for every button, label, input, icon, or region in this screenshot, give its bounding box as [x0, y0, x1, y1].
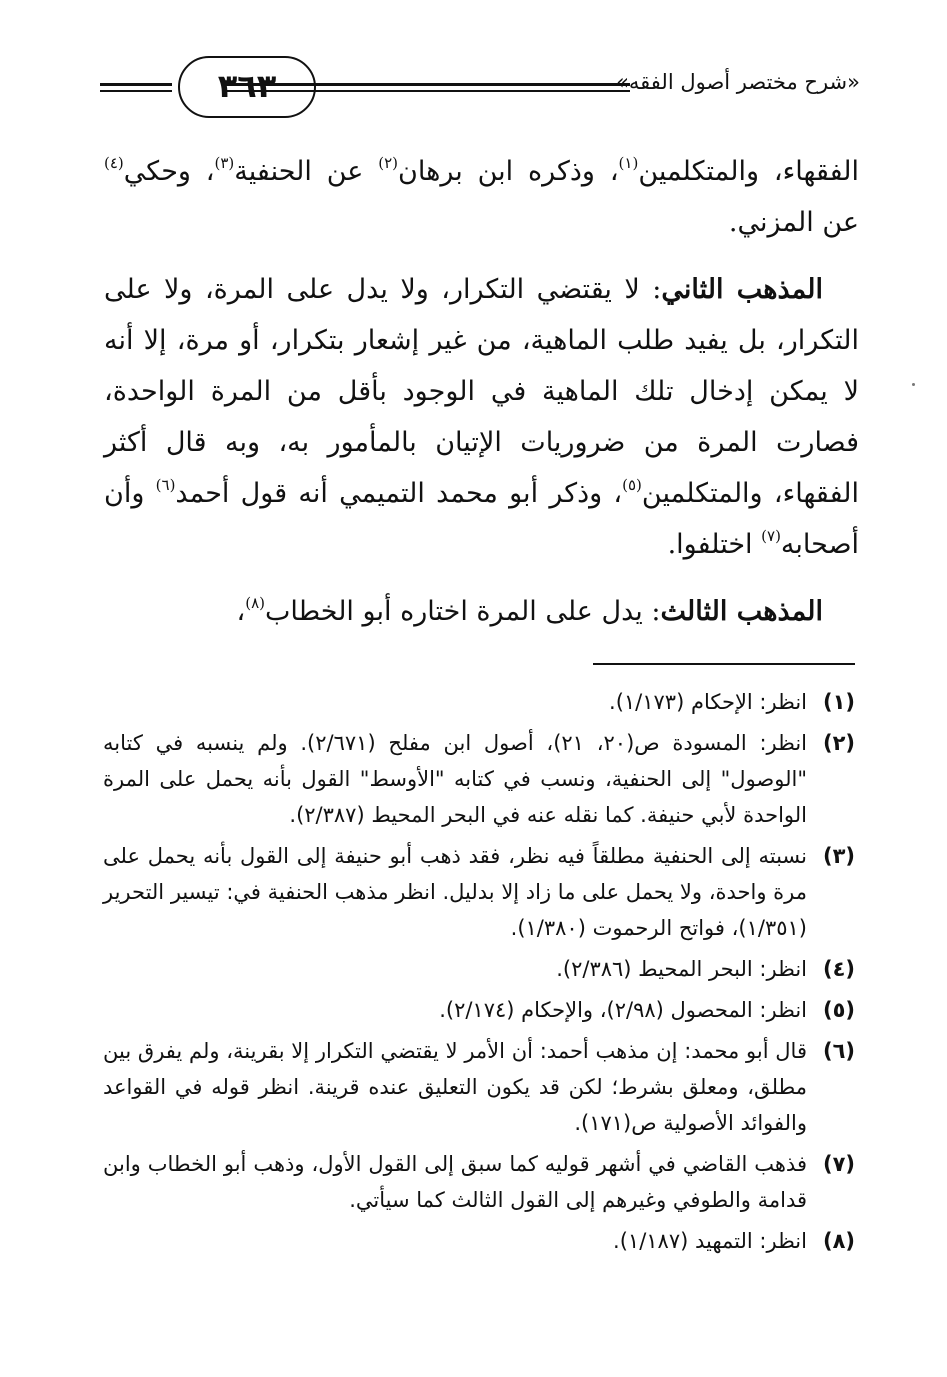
footnote-ref-2: (٢)	[378, 154, 399, 172]
footnote-text: فذهب القاضي في أشهر قوليه كما سبق إلى القول الأول، وذهب أبو الخطاب وابن قدامة والطوفي وغيرهم إلى القول الثالث كما سيأتي.	[103, 1152, 807, 1212]
footnote-text: انظر: البحر المحيط (٢/٣٨٦).	[556, 957, 807, 981]
paragraph-1	[104, 146, 859, 248]
text-run: ، وذكره ابن برهان	[398, 156, 619, 187]
footnote-number: (٤)	[822, 957, 855, 981]
footnote	[103, 684, 855, 720]
footnote-ref-7: (٧)	[761, 527, 781, 545]
text-run: عن المزني.	[728, 207, 859, 238]
footnote-ref-6: (٦)	[155, 476, 176, 494]
text-run: ، وذكر أبو محمد التميمي أنه قول أحمد	[175, 478, 623, 509]
paragraph-3	[104, 586, 859, 637]
footnote-ref-3: (٣)	[214, 154, 235, 172]
text-run: اختلفوا.	[667, 529, 762, 560]
footnote-number: (٢)	[822, 731, 855, 755]
footnote-number: (٣)	[822, 844, 855, 868]
footnote	[103, 951, 855, 987]
footnote	[103, 1146, 855, 1218]
section-term: المذهب الثالث	[660, 596, 823, 627]
footnote-ref-5: (٥)	[622, 476, 642, 494]
text-run: ، وحكي	[123, 156, 215, 187]
main-text	[104, 146, 859, 637]
footnote-ref-8: (٨)	[245, 594, 265, 612]
footnote	[103, 1223, 855, 1259]
text-run: ،	[236, 596, 246, 627]
page-number: ٣٦٣	[178, 56, 316, 118]
footnote	[103, 992, 855, 1028]
footnote-text: نسبته إلى الحنفية مطلقاً فيه نظر، فقد ذهب أبو حنيفة إلى القول بأنه يحمل على مرة واحدة، ولا يحمل على ما زاد إلا بدليل. انظر مذهب الحنفية في: تيسير التحرير (١/٣٥١)، فواتح الرحموت (١/٣٨٠).	[103, 844, 807, 940]
text-run: : لا يقتضي التكرار، ولا يدل على المرة، ولا على التكرار، بل يفيد طلب الماهية، من غير إشعار بتكرار، أو مرة، إلا أنه لا يمكن إدخال تلك الماهية في الوجود بأقل من المرة الواحدة، فصارت المرة من ضروريات الإتيان بالمأمور به، وبه قال أكثر الفقهاء، والمتكلمين	[104, 274, 859, 509]
footnote-text: انظر: المسودة ص(٢٠، ٢١)، أصول ابن مفلح (٢/٦٧١). ولم ينسبه في كتابه "الوصول" إلى الحنفية، ونسب في كتابه "الأوسط" القول بأنه يحمل على المرة الواحدة لأبي حنيفة. كما نقله عنه في البحر المحيط (٢/٣٨٧).	[103, 731, 808, 827]
text-run: : يدل على المرة اختاره أبو الخطاب	[264, 596, 661, 627]
footnotes	[103, 684, 855, 1264]
footnote-number: (٥)	[822, 998, 855, 1022]
text-run: وأن أصحابه	[104, 478, 859, 560]
footnote	[103, 725, 855, 833]
footnote	[103, 1033, 855, 1141]
paragraph-2	[104, 264, 859, 570]
footnote-ref-4: (٤)	[104, 154, 124, 172]
footnote	[103, 838, 855, 946]
page-header	[100, 52, 860, 122]
text-run: عن الحنفية	[234, 156, 379, 187]
footnote-text: انظر: المحصول (٢/٩٨)، والإحكام (٢/١٧٤).	[439, 998, 807, 1022]
footnote-number: (٦)	[822, 1039, 855, 1063]
footnote-text: انظر: الإحكام (١/١٧٣).	[609, 690, 807, 714]
footnote-number: (١)	[822, 690, 855, 714]
footnote-text: انظر: التمهيد (١/١٨٧).	[613, 1229, 807, 1253]
text-run: الفقهاء، والمتكلمين	[638, 156, 859, 187]
section-term: المذهب الثاني	[661, 274, 824, 305]
footnote-number: (٨)	[822, 1229, 855, 1253]
running-title: «شرح مختصر أصول الفقه»	[616, 70, 860, 94]
footnote-text: قال أبو محمد: إن مذهب أحمد: أن الأمر لا يقتضي التكرار إلا بقرينة، ولم يفرق بين مطلق، ومعلق بشرط؛ لكن قد يكون التعليق عنده قرينة. انظر قوله في القواعد والفوائد الأصولية ص(١٧١).	[103, 1039, 807, 1135]
footnote-number: (٧)	[822, 1152, 855, 1176]
scan-speck	[912, 383, 915, 386]
header-double-rule	[100, 83, 172, 92]
footnote-separator	[593, 663, 855, 665]
footnote-ref-1: (١)	[618, 154, 639, 172]
